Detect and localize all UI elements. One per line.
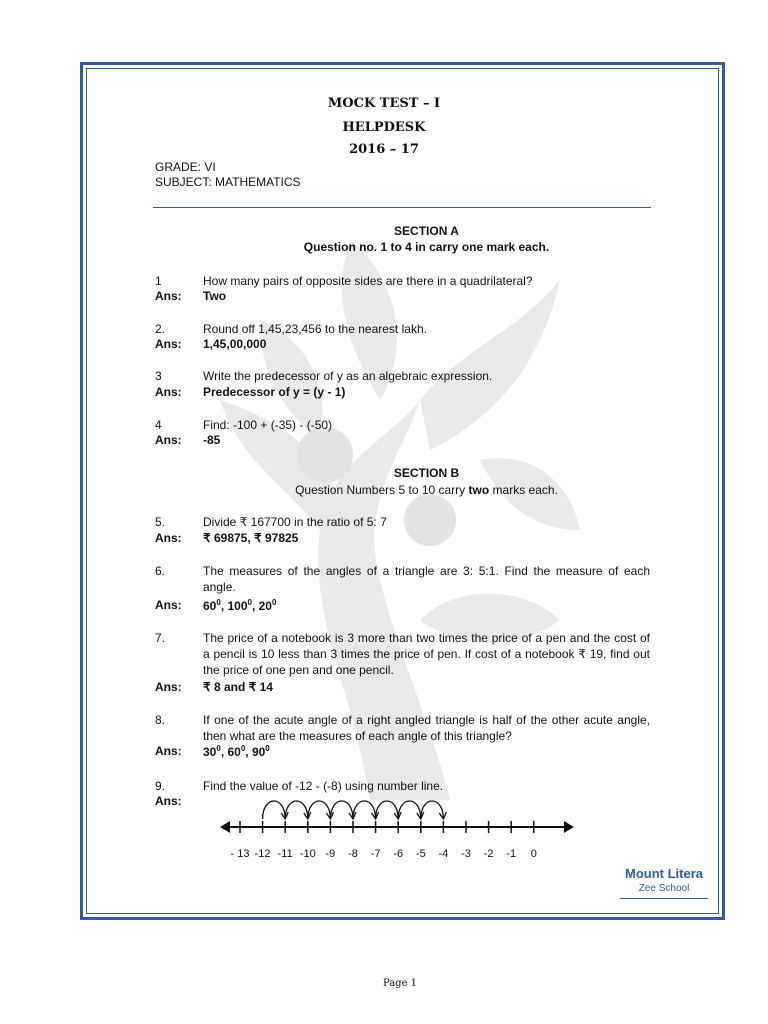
answer-label: Ans: bbox=[155, 744, 182, 758]
question-text: The price of a notebook is 3 more than two times the price of a pen and the cost of a pencil is 10 less than 3 times the price of pen. If cost of a notebook ₹ 19, find out the price of one pen and one pencil. bbox=[203, 631, 650, 677]
instruction-post: marks each. bbox=[489, 483, 558, 497]
answer-label: Ans: bbox=[155, 680, 182, 694]
tick-label: -7 bbox=[370, 848, 381, 860]
left-arrow-icon bbox=[220, 821, 230, 833]
tick-label: -8 bbox=[348, 848, 358, 860]
question-text: How many pairs of opposite sides are there in a quadrilateral? bbox=[203, 274, 533, 288]
tick-label: 0 bbox=[530, 848, 537, 860]
degree-sup: 0 bbox=[216, 598, 221, 607]
question-number: 6. bbox=[155, 564, 166, 578]
tick-label: -2 bbox=[483, 848, 494, 860]
tick-label: -11 bbox=[277, 848, 293, 860]
logo-sub: Zee School bbox=[638, 883, 690, 894]
section-a-instruction: Question no. 1 to 4 in carry one mark each. bbox=[303, 240, 550, 254]
answer-value: 1,45,00,000 bbox=[203, 337, 267, 351]
question-text: Round off 1,45,23,456 to the nearest lakh. bbox=[203, 322, 427, 336]
angle-c: , 90 bbox=[245, 745, 266, 759]
section-b-instruction bbox=[0, 483, 768, 497]
tick-label: -10 bbox=[299, 848, 316, 860]
answer-value bbox=[203, 598, 276, 613]
angle-b: , 100 bbox=[220, 599, 248, 613]
right-arrow-icon bbox=[564, 821, 574, 833]
header-divider bbox=[153, 207, 651, 208]
page-number: Page 1 bbox=[382, 978, 418, 989]
hop-arc bbox=[263, 801, 286, 819]
degree-sup: 0 bbox=[216, 744, 221, 753]
hop-arc bbox=[353, 801, 376, 819]
angle-b: , 60 bbox=[220, 745, 241, 759]
answer-label: Ans: bbox=[155, 289, 182, 303]
answer-label: Ans: bbox=[155, 531, 182, 545]
answer-label: Ans: bbox=[155, 598, 182, 612]
question-text: Find: -100 + (-35) - (-50) bbox=[203, 418, 333, 432]
degree-sup: 0 bbox=[271, 598, 277, 607]
question-text: Write the predecessor of y as an algebraic expression. bbox=[203, 369, 493, 383]
question-number: 7. bbox=[155, 631, 166, 645]
answer-value: ₹ 69875, ₹ 97825 bbox=[203, 531, 299, 545]
answer-value: Predecessor of y = (y - 1) bbox=[203, 385, 346, 399]
answer-label: Ans: bbox=[155, 794, 182, 808]
hop-arc bbox=[308, 801, 331, 819]
question-number: 1 bbox=[155, 274, 162, 288]
tick-label: -9 bbox=[325, 848, 336, 860]
question-number: 8. bbox=[155, 713, 166, 727]
grade-label: GRADE: VI bbox=[155, 160, 216, 174]
logo-underline bbox=[620, 898, 708, 899]
test-title: MOCK TEST – I bbox=[327, 96, 441, 111]
test-subtitle: HELPDESK bbox=[342, 120, 426, 135]
question-number: 2. bbox=[155, 322, 166, 336]
question-text: The measures of the angles of a triangle are 3: 5:1. Find the measure of each angle. bbox=[203, 564, 650, 594]
hop-arc bbox=[330, 801, 353, 819]
hop-arc bbox=[398, 801, 421, 819]
tick-label: -3 bbox=[461, 848, 471, 860]
answer-label: Ans: bbox=[155, 385, 182, 399]
question-number: 5. bbox=[155, 515, 166, 529]
logo-name: Mount Litera bbox=[625, 866, 703, 881]
hop-arc bbox=[285, 801, 308, 819]
degree-sup: 0 bbox=[247, 598, 252, 607]
degree-sup: 0 bbox=[240, 744, 246, 753]
test-year: 2016 – 17 bbox=[349, 142, 419, 157]
tick-label: -4 bbox=[438, 848, 449, 860]
question-number: 4 bbox=[155, 418, 162, 432]
instruction-bold: two bbox=[468, 483, 490, 497]
section-a-title: SECTION A bbox=[394, 224, 459, 238]
degree-sup: 0 bbox=[265, 744, 270, 753]
answer-value bbox=[203, 744, 270, 759]
question-number: 9. bbox=[155, 779, 166, 793]
angle-c: , 20 bbox=[251, 599, 272, 613]
section-b-title: SECTION B bbox=[393, 466, 460, 480]
instruction-pre: Question Numbers 5 to 10 carry bbox=[295, 483, 469, 497]
angle-a: 60 bbox=[203, 599, 217, 613]
hop-arc bbox=[376, 801, 399, 819]
answer-value: ₹ 8 and ₹ 14 bbox=[203, 680, 273, 694]
tick-label: -5 bbox=[415, 848, 426, 860]
answer-value: Two bbox=[203, 289, 227, 303]
question-number: 3 bbox=[155, 369, 162, 383]
number-line bbox=[218, 793, 578, 863]
tick-label: -1 bbox=[506, 848, 517, 860]
answer-label: Ans: bbox=[155, 433, 182, 447]
tick-label: -12 bbox=[254, 848, 271, 860]
question-text: Find the value of -12 - (-8) using number line. bbox=[203, 779, 444, 793]
tick-label: -6 bbox=[393, 848, 404, 860]
question-text: Divide ₹ 167700 in the ratio of 5: 7 bbox=[203, 515, 387, 529]
answer-value: -85 bbox=[203, 433, 221, 447]
hop-arc bbox=[421, 801, 444, 819]
angle-a: 30 bbox=[203, 745, 217, 759]
question-text: If one of the acute angle of a right angled triangle is half of the other acute angle, then what are the measures of each angle of this triangle? bbox=[203, 713, 650, 743]
subject-label: SUBJECT: MATHEMATICS bbox=[155, 175, 301, 189]
school-logo bbox=[612, 866, 716, 912]
answer-label: Ans: bbox=[155, 337, 182, 351]
tick-label: - 13 bbox=[230, 848, 250, 860]
